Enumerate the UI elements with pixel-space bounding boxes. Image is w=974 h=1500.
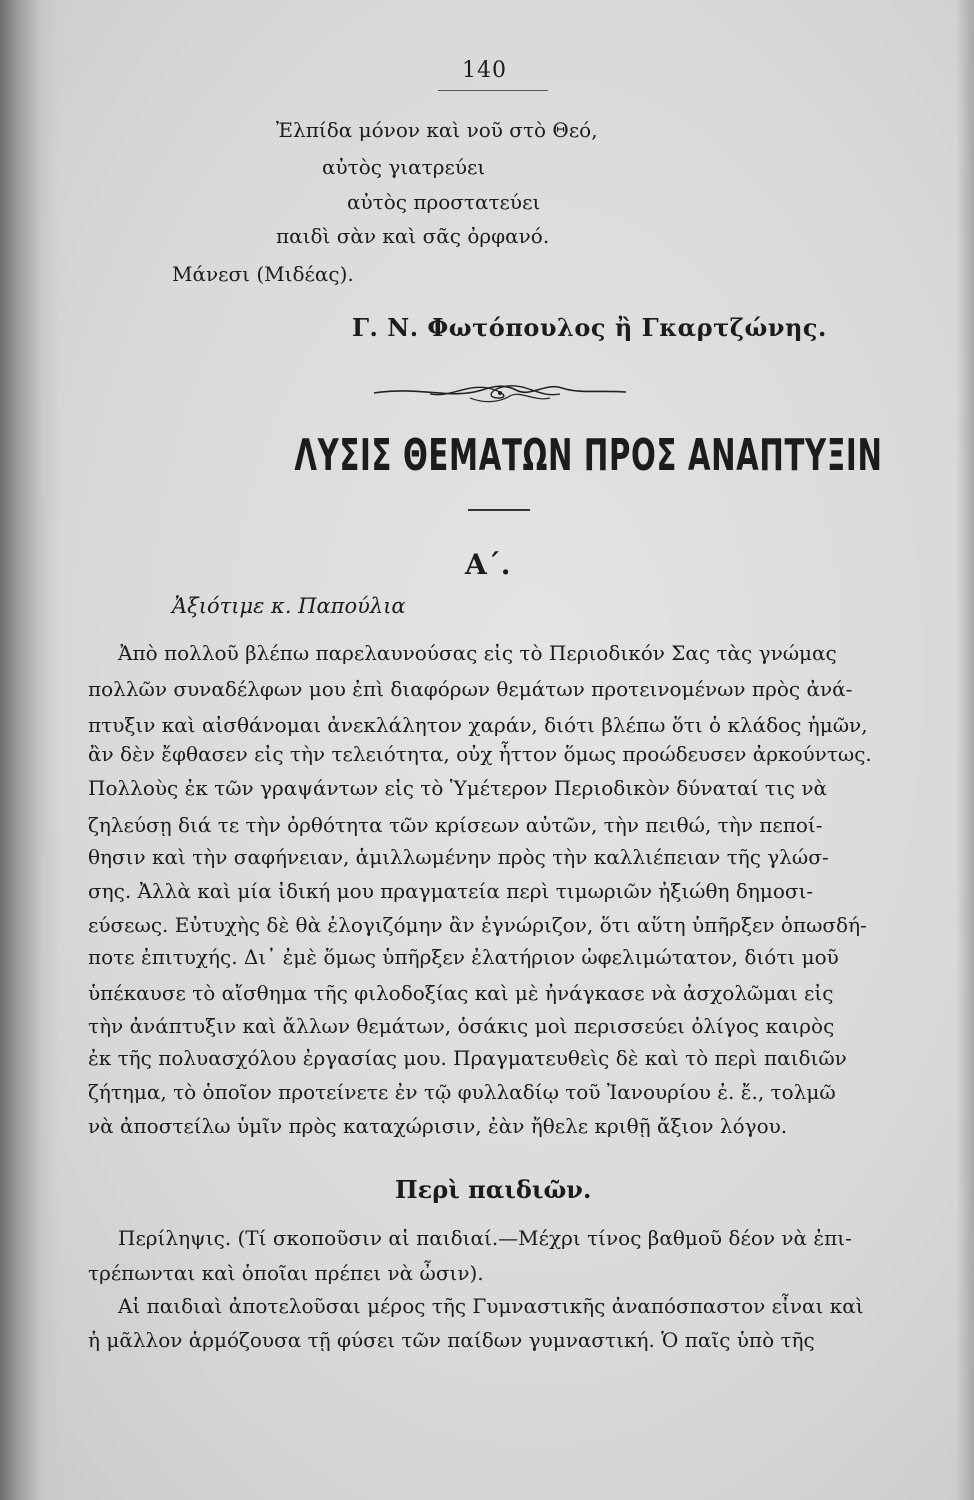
section-subheading: Περὶ παιδιῶν. <box>395 1175 592 1204</box>
text-line: σης. Ἀλλὰ καὶ μία ἰδική μου πραγματεία περὶ τιμωριῶν ἠξιώθη δημοσι- <box>88 879 814 903</box>
title-rule <box>468 509 530 511</box>
text-line: ζηλεύσῃ διά τε τὴν ὀρθότητα τῶν κρίσεων αὐτῶν, τὴν πειθώ, τὴν πεποί- <box>88 813 823 837</box>
text-line: πτυξιν καὶ αἰσθάνομαι ἀνεκλάλητον χαράν, διότι βλέπω ὅτι ὁ κλάδος ἡμῶν, <box>88 713 868 737</box>
text-line: Αἱ παιδιαὶ ἀποτελοῦσαι μέρος τῆς Γυμναστικῆς ἀναπόσπαστον εἶναι καὶ <box>118 1294 864 1318</box>
page-number-rule <box>438 90 548 91</box>
text-line: θησιν καὶ τὴν σαφήνειαν, ἁμιλλωμένην πρὸς τὴν καλλιέπειαν τῆς γλώσ- <box>88 845 829 869</box>
text-line: Ἀπὸ πολλοῦ βλέπω παρελαυνούσας εἰς τὸ Περιοδικόν Σας τὰς γνώμας <box>118 641 837 665</box>
section-mark: Α΄. <box>465 548 511 581</box>
ornament-divider-icon <box>370 376 630 410</box>
text-line: τὴν ἀνάπτυξιν καὶ ἄλλων θεμάτων, ὁσάκις μοὶ περισσεύει ὀλίγος καιρὸς <box>88 1014 835 1038</box>
text-line: ζήτημα, τὸ ὁποῖον προτείνετε ἐν τῷ φυλλαδίῳ τοῦ Ἰανουρίου ἐ. ἔ., τολμῶ <box>88 1080 836 1104</box>
text-line: ποτε ἐπιτυχής. Δι᾿ ἐμὲ ὅμως ὑπῆρξεν ἐλατήριον ὠφελιμώτατον, διότι μοῦ <box>88 945 839 969</box>
text-line: εύσεως. Εὐτυχὴς δὲ θὰ ἐλογιζόμην ἂν ἐγνώριζον, ὅτι αὕτη ὑπῆρξεν ὁπωσδή- <box>88 913 867 937</box>
poem-line: Ἐλπίδα μόνον καὶ νοῦ στὸ Θεό, <box>276 118 598 142</box>
author-signature: Γ. Ν. Φωτόπουλος ἢ Γκαρτζώνης. <box>352 313 827 342</box>
text-line: νὰ ἀποστείλω ὑμῖν πρὸς καταχώρισιν, ἐὰν ἤθελε κριθῇ ἄξιον λόγου. <box>88 1114 788 1138</box>
page-edge-shadow <box>956 0 974 1500</box>
text-line: Περίληψις. (Τί σκοποῦσιν αἱ παιδιαί.—Μέχρι τίνος βαθμοῦ δέον νὰ ἐπι- <box>118 1226 852 1250</box>
page-number: 140 <box>462 58 507 83</box>
text-line: ὑπέκαυσε τὸ αἴσθημα τῆς φιλοδοξίας καὶ μὲ ἠνάγκασε νὰ ἀσχολῶμαι εἰς <box>88 981 834 1005</box>
text-line: ἐκ τῆς πολυασχόλου ἐργασίας μου. Πραγματευθεὶς δὲ καὶ τὸ περὶ παιδιῶν <box>88 1046 847 1070</box>
text-line: ἂν δὲν ἔφθασεν εἰς τὴν τελειότητα, οὐχ ἧττον ὅμως προώδευσεν ἀρκούντως. <box>88 742 872 766</box>
text-line: πολλῶν συναδέλφων μου ἐπὶ διαφόρων θεμάτων προτεινομένων πρὸς ἀνά- <box>88 677 853 701</box>
article-title: ΛΥΣΙΣ ΘΕΜΑΤΩΝ ΠΡΟΣ ΑΝΑΠΤΥΞΙΝ <box>294 430 883 481</box>
binding-shadow <box>0 0 60 1500</box>
poem-line: αὐτὸς προστατεύει <box>347 190 541 214</box>
text-line: ἡ μᾶλλον ἁρμόζουσα τῇ φύσει τῶν παίδων γυμναστική. Ὁ παῖς ὑπὸ τῆς <box>88 1328 815 1352</box>
poem-line: αὐτὸς γιατρεύει <box>322 155 486 179</box>
place-line: Μάνεσι (Μιδέας). <box>172 262 354 286</box>
poem-line: παιδὶ σὰν καὶ σᾶς ὀρφανό. <box>276 224 550 248</box>
salutation: Ἀξιότιμε κ. Παπούλια <box>172 594 406 618</box>
text-line: Πολλοὺς ἐκ τῶν γραψάντων εἰς τὸ Ὑμέτερον Περιοδικὸν δύναταί τις νὰ <box>88 776 828 800</box>
text-line: τρέπωνται καὶ ὁποῖαι πρέπει νὰ ὦσιν). <box>88 1261 484 1285</box>
